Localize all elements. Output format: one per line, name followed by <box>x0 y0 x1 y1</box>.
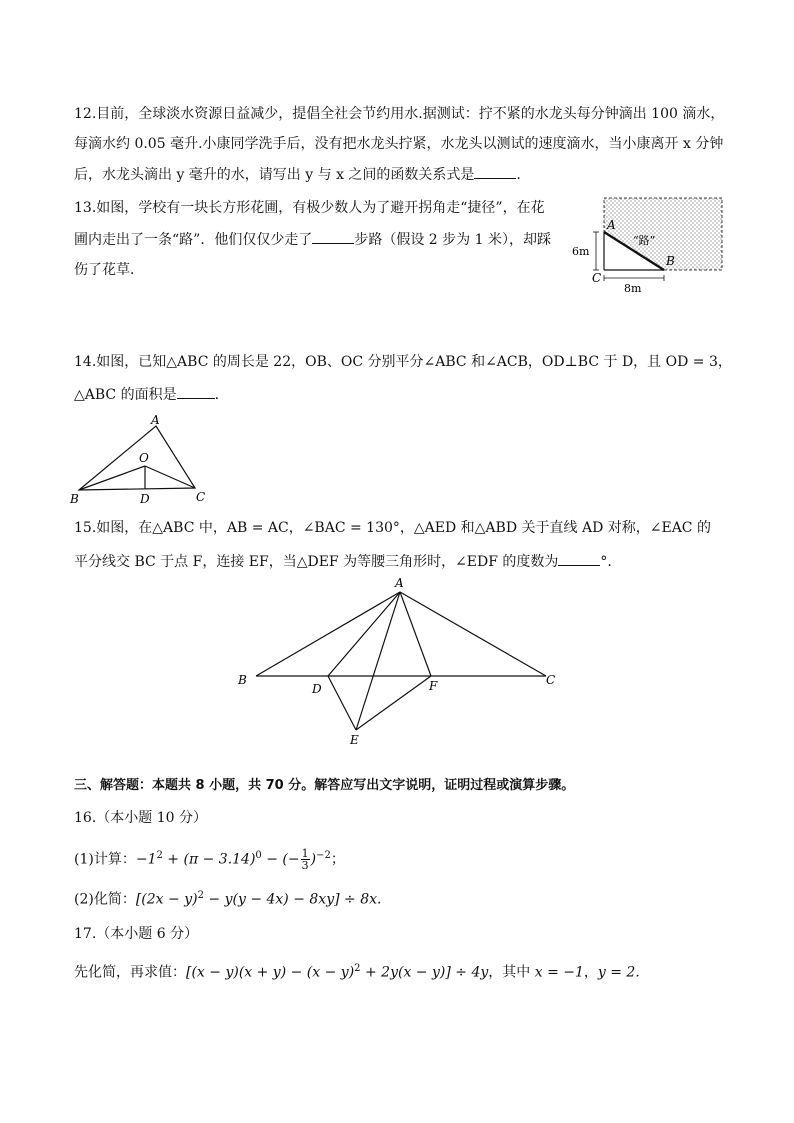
label-6m: 6m <box>572 245 590 258</box>
label-b: B <box>70 492 79 506</box>
section3-heading: 三、解答题：本题共 8 小题，共 70 分。解答应写出文字说明，证明过程或演算步骤。 <box>74 778 575 793</box>
label-e: E <box>350 733 359 747</box>
label-d: D <box>140 492 150 506</box>
q12-line2: 每滴水约 0.05 毫升.小康同学洗手后，没有把水龙头拧紧，水龙头以测试的速度滴水，当小康离开 x 分钟 <box>74 136 724 152</box>
q15-figure <box>232 574 562 750</box>
q15-line2: 平分线交 BC 于点 F，连接 EF，当△DEF 为等腰三角形时，∠EDF 的度数为 °. <box>74 551 612 572</box>
label-a: A <box>151 413 160 427</box>
q16-title: 16.（本小题 10 分） <box>74 810 207 826</box>
q13-line2: 圃内走出了一条“路”．他们仅仅少走了 步路（假设 2 步为 1 米），却踩 <box>74 229 551 250</box>
q13-figure <box>570 192 726 298</box>
label-c: C <box>196 490 206 504</box>
label-a: A <box>607 218 616 232</box>
label-b: B <box>238 673 247 687</box>
answer-blank <box>474 164 516 179</box>
label-f: F <box>429 679 438 693</box>
segment-de <box>328 676 356 730</box>
answer-blank <box>558 551 600 566</box>
q12-line3: 后，水龙头滴出 y 毫升的水，请写出 y 与 x 之间的函数关系式是 . <box>74 164 521 185</box>
q16-part1: (1)计算：$-1^2 + (\pi - 3.14)^0$ − (− $\frac{1}{3}$ )$^{-2}$； <box>74 847 345 873</box>
fraction: $\frac{1}{3}$ <box>301 847 309 873</box>
label-b: B <box>666 254 675 268</box>
segment-ob <box>79 466 145 490</box>
label-o: O <box>139 451 149 465</box>
answer-blank <box>177 384 215 399</box>
q17-body: 先化简，再求值：$[(x - y)(x + y) - (x - y)^2 + 2y(x - y)] \div 4y$，其中 x = −1，y = 2. <box>74 963 640 981</box>
q14-figure <box>66 412 216 508</box>
segment-ae <box>356 592 400 730</box>
answer-blank <box>312 229 354 244</box>
q15-line1: 15.如图，在△ABC 中，AB = AC，∠BAC = 130°，△AED 和△ABD 关于直线 AD 对称，∠EAC 的 <box>74 520 711 536</box>
q16-part2: (2)化简：$[(2x - y)^2 - y(y - 4x) - 8xy] \div 8x$. <box>74 890 382 908</box>
label-d: D <box>312 682 322 696</box>
segment-ac <box>400 592 546 676</box>
q17-title: 17.（本小题 6 分） <box>74 926 199 942</box>
label-8m: 8m <box>624 282 642 295</box>
q13-line1: 13.如图，学校有一块长方形花圃，有极少数人为了避开拐角走“捷径”，在花 <box>74 200 545 216</box>
segment-ad <box>328 592 400 676</box>
label-a: A <box>395 576 404 590</box>
label-c: C <box>546 673 556 687</box>
q14-line1: 14.如图，已知△ABC 的周长是 22，OB、OC 分别平分∠ABC 和∠ACB，OD⊥BC 于 D，且 OD = 3， <box>74 354 732 370</box>
segment-ef <box>356 676 431 730</box>
q13-line3: 伤了花草． <box>74 262 144 278</box>
segment-ab <box>256 592 400 676</box>
label-road: “路” <box>633 234 656 247</box>
segment-af <box>400 592 431 676</box>
q12-line1: 12.目前，全球淡水资源日益减少，提倡全社会节约用水.据测试：拧不紧的水龙头每分钟滴出 100 滴水， <box>74 106 725 122</box>
label-c: C <box>592 271 602 285</box>
q14-line2: △ABC 的面积是 . <box>74 384 219 405</box>
